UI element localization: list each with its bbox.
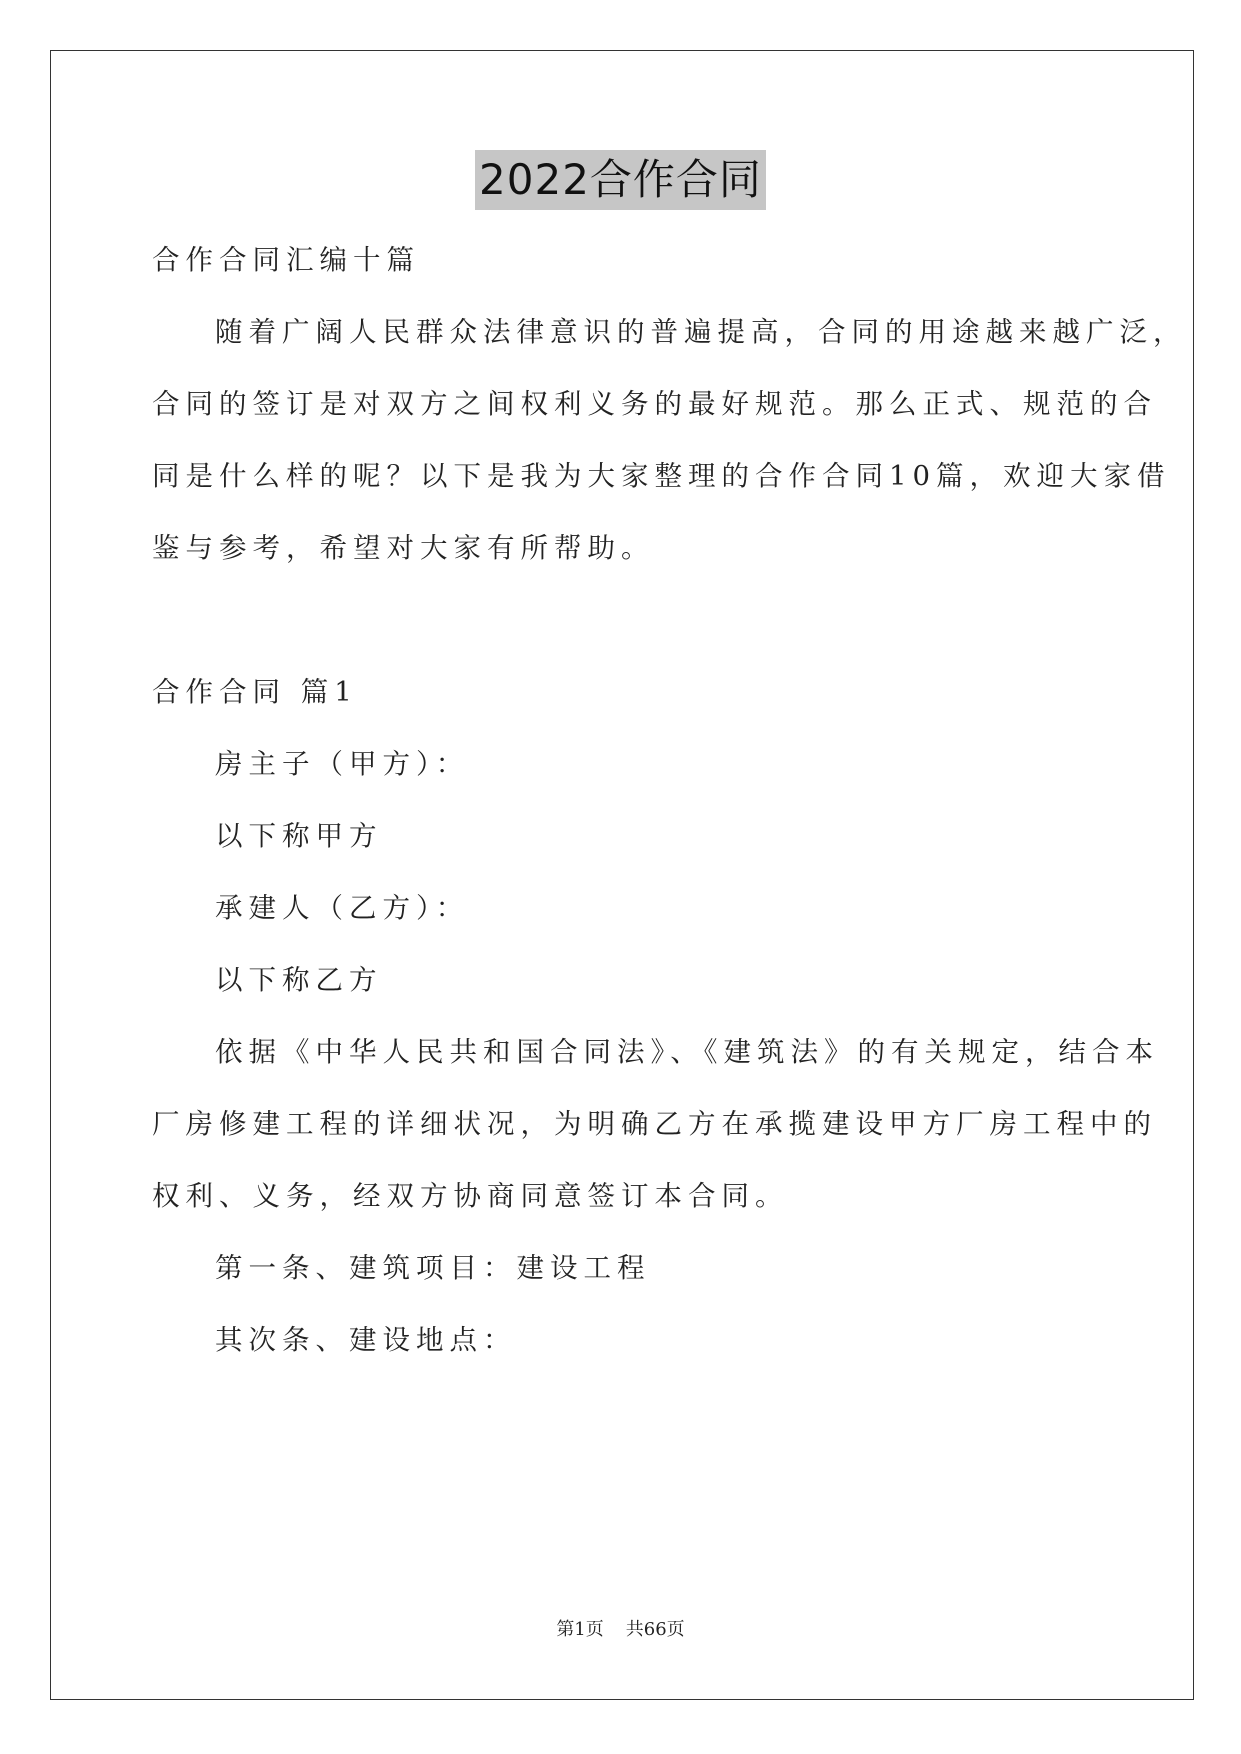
party-b-label: 承建人（乙方）： [215,892,470,924]
basis-line-3: 权利、义务，经双方协商同意签订本合同。 [152,1180,789,1212]
document-subtitle: 合作合同汇编十篇 [152,244,420,276]
section-heading: 合作合同 篇1 [152,676,358,708]
page-number-total: 共66页 [625,1619,685,1640]
basis-line-1: 依据《中华人民共和国合同法》、《建筑法》的有关规定，结合本 [215,1036,1159,1068]
clause-1: 第一条、建筑项目：建设工程 [215,1252,651,1284]
basis-line-2: 厂房修建工程的详细状况，为明确乙方在承揽建设甲方厂房工程中的 [152,1108,1157,1140]
intro-line-2: 合同的签订是对双方之间权利义务的最好规范。那么正式、规范的合 [152,388,1157,420]
party-b-alias: 以下称乙方 [215,964,383,996]
intro-line-4: 鉴与参考，希望对大家有所帮助。 [152,532,655,564]
page-number-current: 第1页 [556,1619,604,1640]
title-container [0,150,1241,210]
intro-line-1: 随着广阔人民群众法律意识的普遍提高，合同的用途越来越广泛， [215,316,1187,348]
party-a-label: 房主子（甲方）： [215,748,470,780]
clause-2: 其次条、建设地点： [215,1324,517,1356]
page-border [50,50,1194,1700]
party-a-alias: 以下称甲方 [215,820,383,852]
document-title: 2022合作合同 [475,150,766,210]
intro-line-3: 同是什么样的呢？以下是我为大家整理的合作合同10篇，欢迎大家借 [152,460,1171,492]
page-footer [0,1618,1241,1642]
